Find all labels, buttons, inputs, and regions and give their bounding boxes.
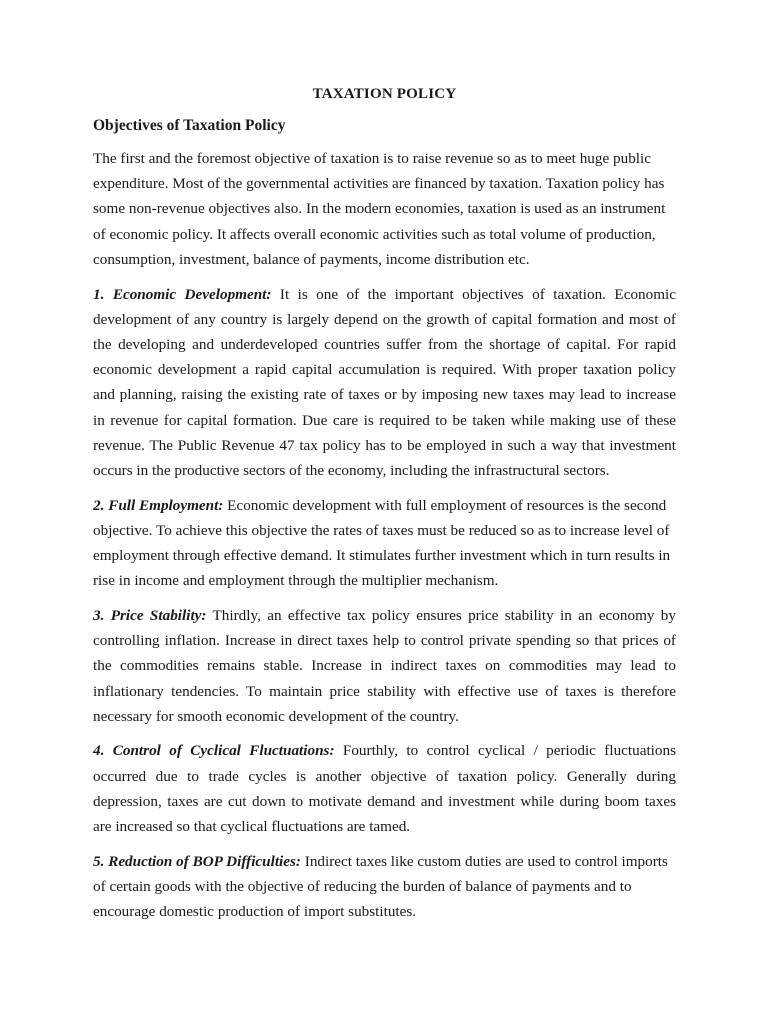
objective-text: Thirdly, an effective tax policy ensures price stability in an economy by controlling inflation. Increase in direct taxes help to control private spending so that prices of the commodities remains stable. Increase in indirect taxes on commodities may lead to inflationary tendencies. To maintain price stability with effective use of taxes is therefore necessary for smooth economic development of the country.: [93, 606, 676, 725]
objective-bop-difficulties: [93, 849, 676, 925]
objective-cyclical-fluctuations: [93, 738, 676, 839]
objective-text: Fourthly, to control cyclical / periodic fluctuations occurred due to trade cycles is another objective of taxation policy. Generally during depression, taxes are cut down to motivate demand and investment while during boom taxes are increased so that cyclical fluctuations are tamed.: [93, 742, 676, 836]
objective-text: Economic development with full employment of resources is the second objective. To achieve this objective the rates of taxes must be reduced so as to increase level of employment through effective demand. It stimulates further investment which in turn results in rise in income and employment through the multiplier mechanism.: [93, 496, 671, 590]
objective-economic-development: [93, 282, 676, 484]
objective-price-stability: [93, 603, 676, 729]
objective-lead: 2. Full Employment:: [93, 496, 224, 514]
document-page: [93, 86, 676, 934]
objective-text: Indirect taxes like custom duties are used to control imports of certain goods with the objective of reducing the burden of balance of payments and to encourage domestic production of import substitutes.: [93, 852, 668, 921]
objective-lead: 4. Control of Cyclical Fluctuations:: [93, 742, 335, 760]
objective-lead: 5. Reduction of BOP Difficulties:: [93, 852, 301, 870]
objective-lead: 1. Economic Development:: [93, 285, 272, 303]
objective-full-employment: [93, 493, 676, 594]
section-heading: Objectives of Taxation Policy: [93, 117, 286, 134]
objective-lead: 3. Price Stability:: [93, 606, 207, 624]
document-title: TAXATION POLICY: [312, 86, 457, 102]
intro-paragraph: The first and the foremost objective of taxation is to raise revenue so as to meet huge public expenditure. Most of the governmental activities are financed by taxation. Taxation policy has some non-revenue objectives also. In the modern economies, taxation is used as an instrument of economic policy. It affects overall economic activities such as total volume of production, consumption, investment, balance of payments, income distribution etc.: [93, 150, 666, 268]
objective-text: It is one of the important objectives of taxation. Economic development of any country is largely depend on the growth of capital formation and most of the developing and underdeveloped countries suffer from the shortage of capital. For rapid economic development a rapid capital accumulation is required. With proper taxation policy and planning, raising the existing rate of taxes or by imposing new taxes may lead to increase in revenue for capital formation. Due care is required to be taken while making use of these revenue. The Public Revenue 47 tax policy has to be employed in such a way that investment occurs in the productive sectors of the economy, including the infrastructural sectors.: [93, 285, 676, 479]
